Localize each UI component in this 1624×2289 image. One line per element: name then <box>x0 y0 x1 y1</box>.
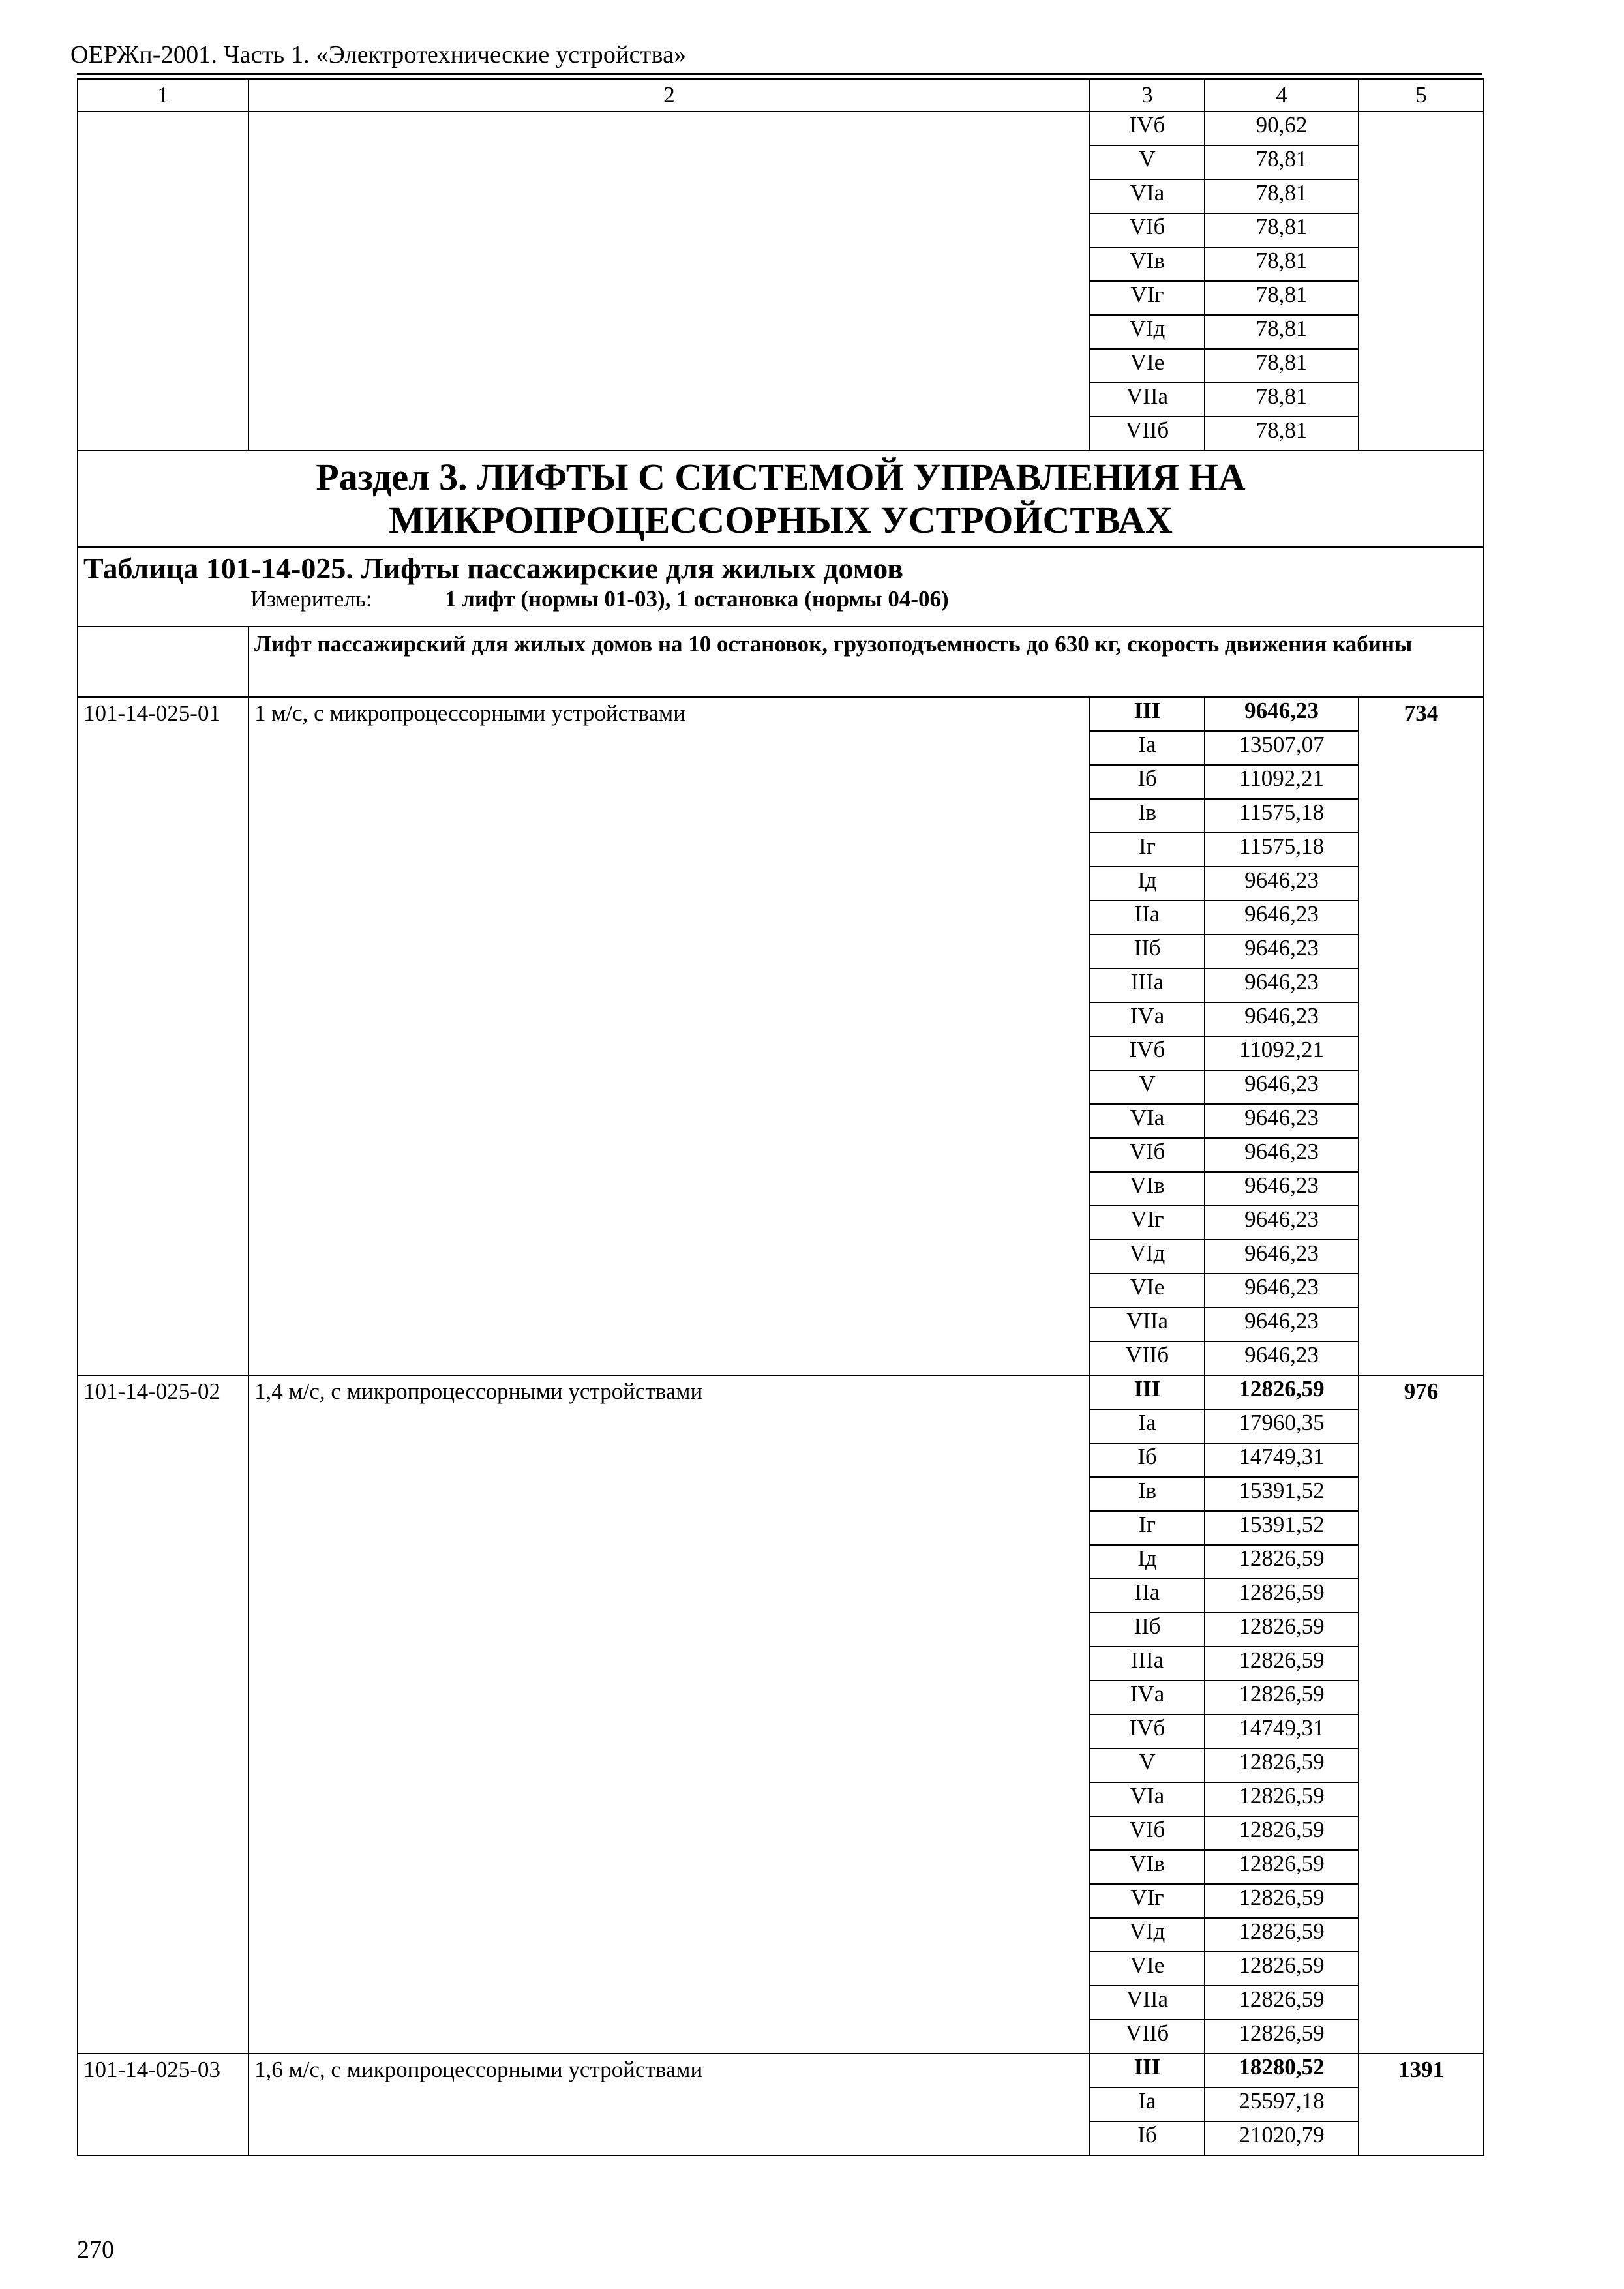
zone-code: VIа <box>1090 1104 1205 1138</box>
column-number: 4 <box>1205 79 1359 112</box>
group-description-row <box>78 627 1484 697</box>
zone-code: VIIа <box>1090 383 1205 417</box>
table-title: Таблица 101-14-025. Лифты пассажирские для жилых домов <box>83 552 904 585</box>
price-value: 78,81 <box>1205 145 1359 179</box>
norm-code <box>78 112 248 451</box>
zone-code: Iа <box>1090 731 1205 765</box>
norm-code: 101-14-025-02 <box>78 1375 248 2054</box>
header-rule <box>77 73 1482 75</box>
zone-code: VIIб <box>1090 1341 1205 1375</box>
zone-code: III <box>1090 1375 1205 1409</box>
price-value: 9646,23 <box>1205 1341 1359 1375</box>
zone-code: Iа <box>1090 2087 1205 2121</box>
measure-label: Измеритель: <box>250 586 372 612</box>
zone-code: VIб <box>1090 213 1205 247</box>
zone-code: Iг <box>1090 1511 1205 1545</box>
price-value: 90,62 <box>1205 112 1359 145</box>
table-row <box>78 112 1484 145</box>
price-value: 15391,52 <box>1205 1477 1359 1511</box>
price-value: 9646,23 <box>1205 1104 1359 1138</box>
zone-code: VIб <box>1090 1138 1205 1172</box>
column-number-row <box>78 79 1484 112</box>
table-title-cell <box>78 547 1484 627</box>
column-number: 5 <box>1359 79 1484 112</box>
zone-code: VIIа <box>1090 1308 1205 1341</box>
page-number: 270 <box>77 2236 114 2264</box>
empty-cell <box>78 627 248 697</box>
zone-code: IVб <box>1090 1036 1205 1070</box>
price-value: 12826,59 <box>1205 1986 1359 2020</box>
price-value: 9646,23 <box>1205 901 1359 935</box>
norms-table <box>77 78 1484 2156</box>
zone-code: VIе <box>1090 1274 1205 1308</box>
zone-code: IIIа <box>1090 1647 1205 1681</box>
zone-code: VIе <box>1090 1952 1205 1986</box>
zone-code: Iа <box>1090 1409 1205 1443</box>
zone-code: VIг <box>1090 1206 1205 1240</box>
column-number: 1 <box>78 79 248 112</box>
zone-code: V <box>1090 1070 1205 1104</box>
norm-code: 101-14-025-03 <box>78 2054 248 2155</box>
price-value: 12826,59 <box>1205 1816 1359 1850</box>
zone-code: V <box>1090 1748 1205 1782</box>
section-heading-line: МИКРОПРОЦЕССОРНЫХ УСТРОЙСТВАХ <box>389 499 1173 541</box>
column-number: 2 <box>248 79 1090 112</box>
price-value: 78,81 <box>1205 417 1359 451</box>
zone-code: IIа <box>1090 901 1205 935</box>
price-value: 11092,21 <box>1205 1036 1359 1070</box>
zone-code: VIIб <box>1090 417 1205 451</box>
zone-code: VIа <box>1090 1782 1205 1816</box>
column-number: 3 <box>1090 79 1205 112</box>
zone-code: V <box>1090 145 1205 179</box>
price-value: 12826,59 <box>1205 2020 1359 2054</box>
norm-name: 1,4 м/с, с микропроцессорными устройствами <box>248 1375 1090 2054</box>
section-heading <box>78 451 1484 547</box>
zone-code: VIб <box>1090 1816 1205 1850</box>
zone-code: III <box>1090 697 1205 731</box>
price-value: 78,81 <box>1205 213 1359 247</box>
zone-code: VIв <box>1090 1850 1205 1884</box>
labor-value: 976 <box>1359 1375 1484 2054</box>
price-value: 78,81 <box>1205 179 1359 213</box>
running-header: ОЕРЖп-2001. Часть 1. «Электротехнические устройства» <box>70 41 687 68</box>
price-value: 12826,59 <box>1205 1918 1359 1952</box>
zone-code: Iг <box>1090 833 1205 867</box>
price-value: 12826,59 <box>1205 1375 1359 1409</box>
section-heading-line: Раздел 3. ЛИФТЫ С СИСТЕМОЙ УПРАВЛЕНИЯ НА <box>316 456 1246 498</box>
zone-code: VIв <box>1090 1172 1205 1206</box>
zone-code: VIв <box>1090 247 1205 281</box>
measure-line <box>83 586 1478 613</box>
norm-name: 1 м/с, с микропроцессорными устройствами <box>248 697 1090 1375</box>
price-value: 11575,18 <box>1205 799 1359 833</box>
table-title-row <box>78 547 1484 627</box>
zone-code: Iв <box>1090 799 1205 833</box>
price-value: 12826,59 <box>1205 1884 1359 1918</box>
zone-code: VIа <box>1090 179 1205 213</box>
norm-name: 1,6 м/с, с микропроцессорными устройствами <box>248 2054 1090 2155</box>
price-value: 78,81 <box>1205 247 1359 281</box>
table-row <box>78 1375 1484 1409</box>
price-value: 9646,23 <box>1205 697 1359 731</box>
zone-code: IVа <box>1090 1681 1205 1714</box>
zone-code: IVб <box>1090 1714 1205 1748</box>
price-value: 9646,23 <box>1205 1240 1359 1274</box>
price-value: 9646,23 <box>1205 867 1359 901</box>
price-value: 12826,59 <box>1205 1545 1359 1579</box>
norm-code: 101-14-025-01 <box>78 697 248 1375</box>
price-value: 9646,23 <box>1205 1274 1359 1308</box>
price-value: 12826,59 <box>1205 1952 1359 1986</box>
price-value: 78,81 <box>1205 281 1359 315</box>
zone-code: IVа <box>1090 1002 1205 1036</box>
zone-code: VIг <box>1090 1884 1205 1918</box>
zone-code: VIе <box>1090 349 1205 383</box>
price-value: 15391,52 <box>1205 1511 1359 1545</box>
price-value: 9646,23 <box>1205 968 1359 1002</box>
zone-code: VIд <box>1090 1240 1205 1274</box>
price-value: 12826,59 <box>1205 1579 1359 1613</box>
zone-code: Iд <box>1090 867 1205 901</box>
measure-value: 1 лифт (нормы 01-03), 1 остановка (нормы 04-06) <box>445 586 949 612</box>
zone-code: VIг <box>1090 281 1205 315</box>
price-value: 12826,59 <box>1205 1748 1359 1782</box>
price-value: 25597,18 <box>1205 2087 1359 2121</box>
price-value: 12826,59 <box>1205 1782 1359 1816</box>
zone-code: IIб <box>1090 1613 1205 1647</box>
price-value: 9646,23 <box>1205 1002 1359 1036</box>
zone-code: IIа <box>1090 1579 1205 1613</box>
price-value: 11575,18 <box>1205 833 1359 867</box>
section-heading-row <box>78 451 1484 547</box>
zone-code: III <box>1090 2054 1205 2087</box>
price-value: 9646,23 <box>1205 1172 1359 1206</box>
labor-value: 734 <box>1359 697 1484 1375</box>
labor-value <box>1359 112 1484 451</box>
zone-code: IIIа <box>1090 968 1205 1002</box>
price-value: 9646,23 <box>1205 1206 1359 1240</box>
group-description: Лифт пассажирский для жилых домов на 10 остановок, грузоподъемность до 630 кг, скорость движения кабины <box>248 627 1484 697</box>
price-value: 12826,59 <box>1205 1613 1359 1647</box>
price-value: 11092,21 <box>1205 765 1359 799</box>
zone-code: VIIб <box>1090 2020 1205 2054</box>
price-value: 18280,52 <box>1205 2054 1359 2087</box>
table-row <box>78 697 1484 731</box>
zone-code: IIб <box>1090 935 1205 968</box>
zone-code: IVб <box>1090 112 1205 145</box>
price-value: 78,81 <box>1205 349 1359 383</box>
zone-code: VIIа <box>1090 1986 1205 2020</box>
zone-code: Iб <box>1090 765 1205 799</box>
price-value: 12826,59 <box>1205 1647 1359 1681</box>
price-value: 14749,31 <box>1205 1443 1359 1477</box>
price-value: 9646,23 <box>1205 935 1359 968</box>
zone-code: Iб <box>1090 1443 1205 1477</box>
zone-code: Iв <box>1090 1477 1205 1511</box>
zone-code: Iб <box>1090 2121 1205 2155</box>
price-value: 12826,59 <box>1205 1850 1359 1884</box>
price-value: 12826,59 <box>1205 1681 1359 1714</box>
table-row <box>78 2054 1484 2087</box>
labor-value: 1391 <box>1359 2054 1484 2155</box>
price-value: 9646,23 <box>1205 1308 1359 1341</box>
zone-code: Iд <box>1090 1545 1205 1579</box>
price-value: 9646,23 <box>1205 1138 1359 1172</box>
price-value: 9646,23 <box>1205 1070 1359 1104</box>
price-value: 13507,07 <box>1205 731 1359 765</box>
price-value: 14749,31 <box>1205 1714 1359 1748</box>
zone-code: VIд <box>1090 1918 1205 1952</box>
price-value: 21020,79 <box>1205 2121 1359 2155</box>
price-value: 78,81 <box>1205 315 1359 349</box>
price-value: 78,81 <box>1205 383 1359 417</box>
price-value: 17960,35 <box>1205 1409 1359 1443</box>
norm-name <box>248 112 1090 451</box>
zone-code: VIд <box>1090 315 1205 349</box>
